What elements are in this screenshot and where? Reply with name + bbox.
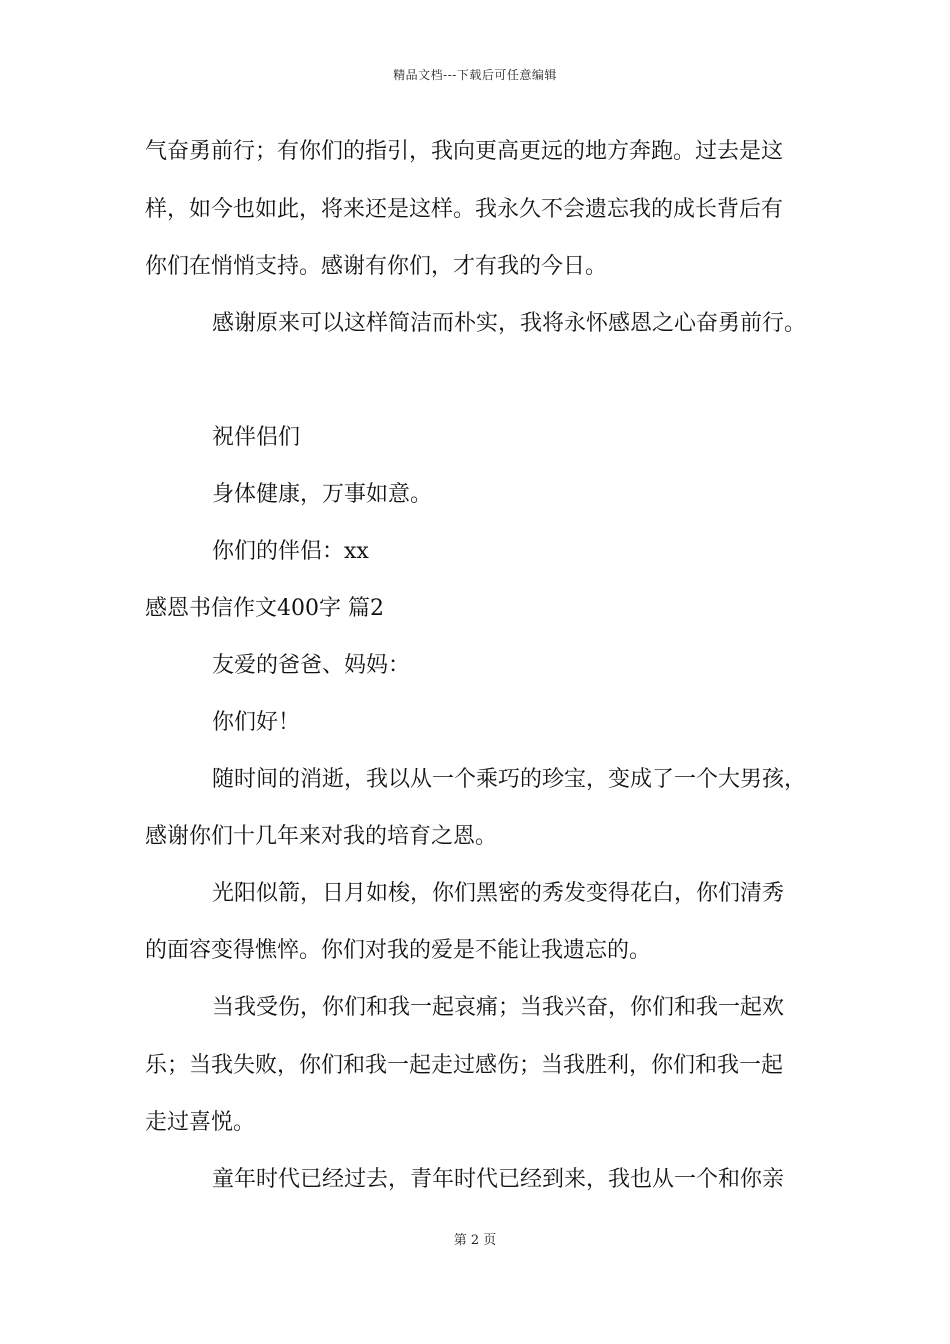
greeting: 你们好！ bbox=[212, 710, 301, 735]
page-header: 精品文档---下载后可任意编辑 bbox=[393, 68, 557, 82]
closing-line: 身体健康，万事如意。 bbox=[212, 482, 433, 507]
body-line: 你们在悄悄支持。感谢有你们，才有我的今日。 bbox=[145, 254, 608, 279]
page-footer: 第 2 页 bbox=[453, 1233, 497, 1248]
body-line: 样，如今也如此，将来还是这样。我永久不会遗忘我的成长背后有 bbox=[145, 197, 784, 222]
body-line: 乐；当我失败，你们和我一起走过感伤；当我胜利，你们和我一起 bbox=[145, 1053, 784, 1078]
body-line: 光阳似箭，日月如梭，你们黑密的秀发变得花白，你们清秀 bbox=[212, 881, 785, 906]
body-line: 感谢原来可以这样简洁而朴实，我将永怀感恩之心奋勇前行。 bbox=[212, 311, 807, 336]
salutation: 友爱的爸爸、妈妈： bbox=[212, 653, 411, 678]
body-line: 童年时代已经过去，青年时代已经到来，我也从一个和你亲 bbox=[212, 1167, 785, 1192]
body-line: 当我受伤，你们和我一起哀痛；当我兴奋，你们和我一起欢 bbox=[212, 995, 785, 1020]
body-line: 气奋勇前行；有你们的指引，我向更高更远的地方奔跑。过去是这 bbox=[145, 139, 784, 164]
body-line: 感谢你们十几年来对我的培育之恩。 bbox=[145, 824, 498, 849]
body-line: 随时间的消逝，我以从一个乘巧的珍宝，变成了一个大男孩， bbox=[212, 767, 807, 792]
body-line: 走过喜悦。 bbox=[145, 1110, 256, 1135]
closing-line: 祝伴侣们 bbox=[212, 425, 301, 450]
section-title: 感恩书信作文400字 篇2 bbox=[145, 596, 384, 621]
body-line: 的面容变得憔悴。你们对我的爱是不能让我遗忘的。 bbox=[145, 938, 652, 963]
signature-line: 你们的伴侣：xx bbox=[212, 539, 369, 564]
